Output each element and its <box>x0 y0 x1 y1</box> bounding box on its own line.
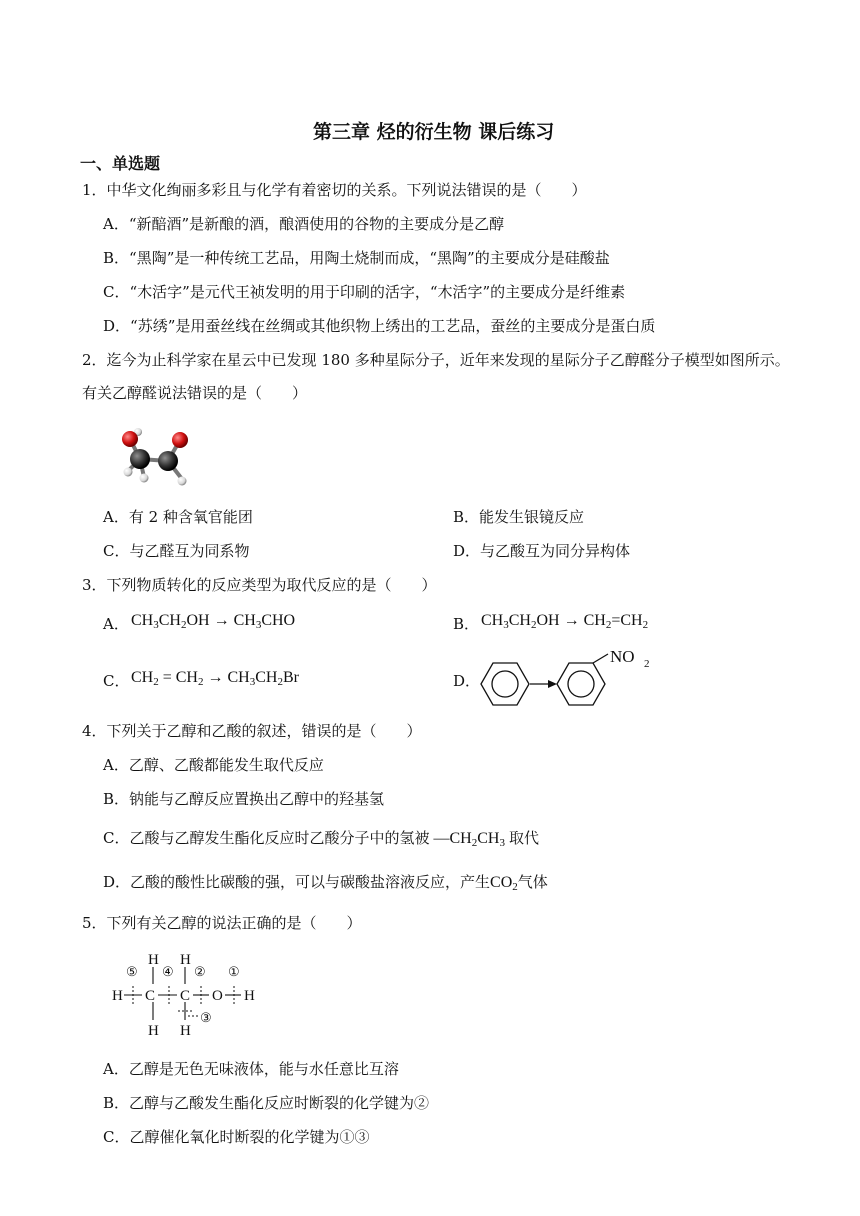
svg-text:②: ② <box>194 964 206 979</box>
question-4-option-d-suffix: 气体 <box>517 873 548 891</box>
question-4-option-d <box>103 872 548 897</box>
question-2-option-b: B．能发生银镜反应 <box>453 508 585 526</box>
question-4-option-c-suffix: 取代 <box>508 829 539 847</box>
question-5-option-b: B．乙醇与乙酸发生酯化反应时断裂的化学键为② <box>103 1094 430 1112</box>
svg-text:2: 2 <box>644 658 650 670</box>
svg-text:C: C <box>145 988 156 1004</box>
question-3-option-b-equation: $CH_3CH_2OH \to CH_2=CH_2$ <box>481 612 649 631</box>
svg-text:H: H <box>244 988 255 1004</box>
ethanol-bond-diagram <box>108 948 268 1040</box>
question-3-option-a-label: A． <box>103 615 129 633</box>
svg-text:③: ③ <box>200 1010 212 1025</box>
question-3-option-c-label: C． <box>103 672 130 690</box>
svg-text:H: H <box>148 952 159 968</box>
question-5-option-c: C．乙醇催化氧化时断裂的化学键为①③ <box>103 1128 370 1146</box>
question-2-option-d: D．与乙酸互为同分异构体 <box>453 542 631 560</box>
question-4-option-c <box>103 828 539 853</box>
glycolaldehyde-molecule-model <box>112 425 202 490</box>
benzene-to-nitrobenzene-diagram <box>476 646 666 718</box>
svg-text:O: O <box>212 988 223 1004</box>
question-4-option-b: B．钠能与乙醇反应置换出乙醇中的羟基氢 <box>103 790 385 808</box>
question-3-option-a-equation: $CH_3CH_2OH \to CH_3CHO$ <box>131 612 296 631</box>
question-1-option-c: C．“木活字”是元代王祯发明的用于印刷的活字，“木活字”的主要成分是纤维素 <box>103 283 626 301</box>
svg-text:H: H <box>148 1023 159 1039</box>
question-5-option-a: A．乙醇是无色无味液体，能与水任意比互溶 <box>103 1060 399 1078</box>
svg-text:C: C <box>180 988 191 1004</box>
co2-formula: $CO_2$ <box>490 874 518 893</box>
svg-text:⑤: ⑤ <box>126 964 138 979</box>
question-4-option-a: A．乙醇、乙酸都能发生取代反应 <box>103 756 324 774</box>
question-1-stem: 1．中华文化绚丽多彩且与化学有着密切的关系。下列说法错误的是（ ） <box>82 181 587 199</box>
nitro-group-label: NO <box>610 647 635 666</box>
question-1-option-d: D．“苏绣”是用蚕丝线在丝绸或其他织物上绣出的工艺品，蚕丝的主要成分是蛋白质 <box>103 317 656 335</box>
question-3-option-d-label: D． <box>453 672 481 690</box>
question-1-option-a: A．“新醅酒”是新酿的酒，酿酒使用的谷物的主要成分是乙醇 <box>103 215 505 233</box>
question-2-option-c: C．与乙醛互为同系物 <box>103 542 250 560</box>
svg-text:H: H <box>180 952 191 968</box>
svg-text:H: H <box>112 988 123 1004</box>
question-2-option-a: A．有 2 种含氧官能团 <box>103 508 253 526</box>
question-2-stem-line1: 2．迄今为止科学家在星云中已发现 180 多种星际分子，近年来发现的星际分子乙醇醛分子模型如图所示。 <box>82 351 790 369</box>
section-heading: 一、单选题 <box>80 154 161 173</box>
question-1-option-b: B．“黑陶”是一种传统工艺品，用陶土烧制而成，“黑陶”的主要成分是硅酸盐 <box>103 249 610 267</box>
question-4-option-c-text: C．乙酸与乙醇发生酯化反应时乙酸分子中的氢被 <box>103 829 430 847</box>
question-4-stem: 4．下列关于乙醇和乙酸的叙述，错误的是（ ） <box>82 722 422 740</box>
ethyl-group-formula: $—CH_2CH_3$ <box>429 830 505 849</box>
question-3-option-c-equation: $CH_2 = CH_2 \to CH_3CH_2Br$ <box>131 669 299 688</box>
page-title: 第三章 烃的衍生物 课后练习 <box>313 121 555 143</box>
svg-text:④: ④ <box>162 964 174 979</box>
question-2-stem-line2: 有关乙醇醛说法错误的是（ ） <box>82 384 308 402</box>
question-4-option-d-text: D．乙酸的酸性比碳酸的强，可以与碳酸盐溶液反应，产生 <box>103 873 491 891</box>
question-5-stem: 5．下列有关乙醇的说法正确的是（ ） <box>82 914 362 932</box>
svg-text:H: H <box>180 1023 191 1039</box>
question-3-option-b-label: B． <box>453 615 480 633</box>
svg-text:①: ① <box>228 964 240 979</box>
question-3-stem: 3．下列物质转化的反应类型为取代反应的是（ ） <box>82 576 437 594</box>
